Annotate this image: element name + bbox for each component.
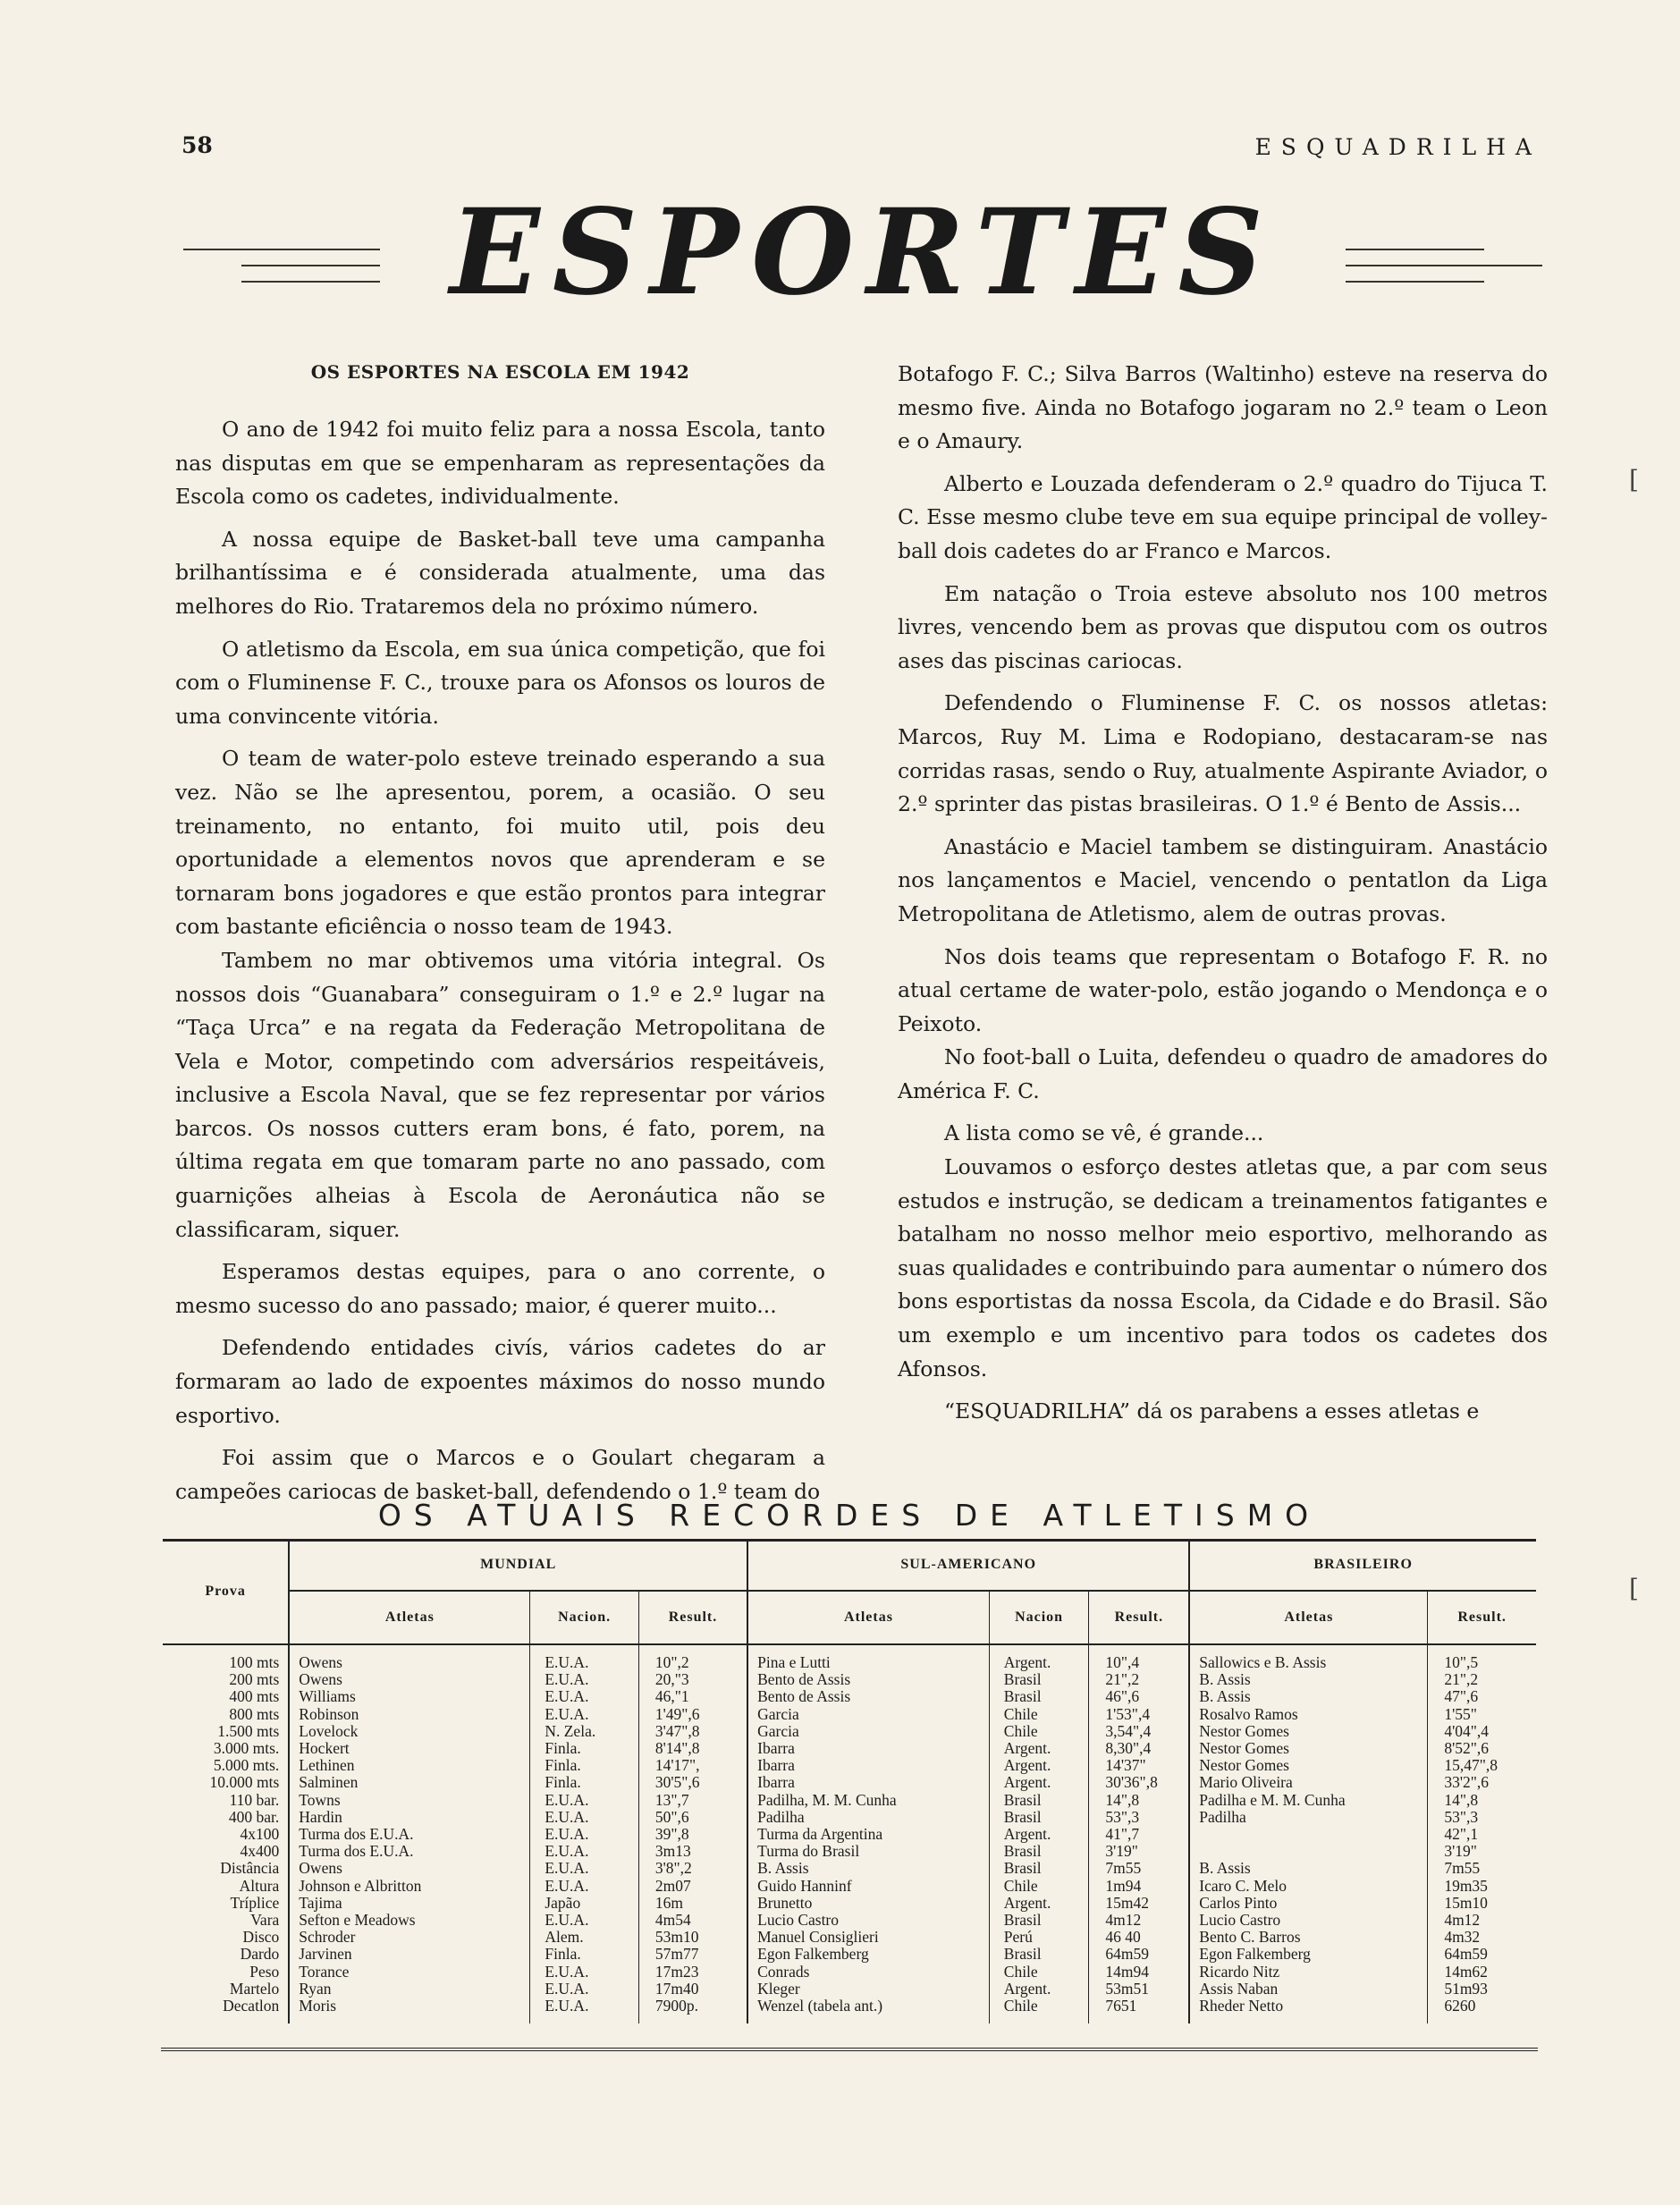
table-cell: E.U.A. (545, 1670, 589, 1689)
table-cell: Brasil (1003, 1945, 1042, 1964)
header-prova-label: Prova (205, 1584, 246, 1599)
table-cell: Kleger (757, 1979, 800, 1998)
table-cell: Padilha (1199, 1807, 1246, 1826)
table-cell: Finla. (545, 1756, 581, 1775)
table-cell: Williams (299, 1687, 356, 1706)
table-cell: 10",4 (1105, 1653, 1140, 1671)
header-nacion: Nacion (989, 1591, 1089, 1644)
table-cell: 10.000 mts (209, 1773, 280, 1792)
article-column-left (175, 358, 825, 1508)
table-cell: Lucio Castro (757, 1911, 840, 1930)
table-cell: Padilha e M. M. Cunha (1199, 1790, 1346, 1809)
paragraph: O team de water-polo esteve treinado esperando a sua vez. Não se lhe apresentou, porem, a ocasião. O seu treinamento, no entanto, foi muito util, pois deu oportunidade a elementos novos que aprenderam e se tornaram bons jogadores e que estão prontos para integrar com bastante eficiência o nosso team de 1943. (175, 746, 825, 940)
table-cell: 53m10 (654, 1928, 699, 1947)
table-cell: Turma dos E.U.A. (299, 1825, 414, 1844)
table-cell: 3'19" (1444, 1842, 1477, 1861)
decorative-rule-left (241, 265, 380, 266)
table-cell: E.U.A. (545, 1790, 589, 1809)
table-cell: 39",8 (654, 1825, 689, 1844)
table-cell: Argent. (1003, 1825, 1051, 1844)
paragraph: Anastácio e Maciel tambem se distinguiram. Anastácio nos lançamentos e Maciel, vencendo o pentatlon da Liga Metropolitana de Atletismo, alem de outras provas. (898, 833, 1548, 926)
table-bottom-rule (161, 2048, 1538, 2051)
table-cell: Lovelock (299, 1721, 359, 1740)
table-cell: 30'5",6 (654, 1773, 700, 1792)
table-cell: E.U.A. (545, 1859, 589, 1878)
paragraph: No foot-ball o Luita, defendeu o quadro de amadores do América F. C. (898, 1044, 1548, 1103)
table-cell: E.U.A. (545, 1825, 589, 1844)
table-cell: Chile (1003, 1997, 1038, 2015)
records-table (163, 1540, 1536, 2023)
paragraph: Louvamos o esforço destes atletas que, a par com seus estudos e instrução, se dedicam a treinamentos fatigantes e batalham no nosso melhor meio esportivo, melhorando as suas qualidades e contribuindo para aumentar o número dos bons esportistas da nossa Escola, da Cidade e do Brasil. São um exemplo e um incentivo para todos os cadetes dos Afonsos. (898, 1154, 1548, 1381)
table-cell: 100 mts (229, 1653, 280, 1671)
table-cell: Finla. (545, 1773, 581, 1792)
table-cell: 15,47",8 (1444, 1756, 1498, 1775)
table-cell: B. Assis (1199, 1859, 1251, 1878)
table-cell: Padilha (757, 1807, 805, 1826)
decorative-rule-right (1346, 265, 1542, 266)
table-cell: 1'49",6 (654, 1704, 700, 1723)
table-cell: 19m35 (1444, 1876, 1488, 1895)
header-brasileiro: BRASILEIRO (1189, 1540, 1536, 1591)
table-cell: 3'47",8 (654, 1721, 700, 1740)
table-cell: 3'19" (1105, 1842, 1138, 1861)
table-cell: Robinson (299, 1704, 359, 1723)
table-cell: 10",5 (1444, 1653, 1479, 1671)
page-number: 58 (182, 132, 213, 158)
header-atletas: Atletas (747, 1591, 989, 1644)
article-column-right (898, 358, 1548, 1429)
running-head: ESQUADRILHA (1254, 134, 1541, 160)
table-cell: Finla. (545, 1945, 581, 1964)
table-cell: Argent. (1003, 1773, 1051, 1792)
table-cell: Rheder Netto (1199, 1997, 1284, 2015)
table-cell: Tajima (299, 1893, 342, 1912)
table-cell: 14",8 (1444, 1790, 1479, 1809)
table-cell: 4x100 (240, 1825, 280, 1844)
table-cell: 5.000 mts. (213, 1756, 280, 1775)
table-cell: Altura (239, 1876, 280, 1895)
table-cell: Bento de Assis (757, 1670, 851, 1689)
page-edge-mark: [ (1629, 1574, 1639, 1603)
table-cell: 20,"3 (654, 1670, 689, 1689)
table-cell: B. Assis (757, 1859, 809, 1878)
table-cell: 110 bar. (229, 1790, 280, 1809)
table-cell: Lucio Castro (1199, 1911, 1281, 1930)
table-cell: 42",1 (1444, 1825, 1479, 1844)
table-cell: Brasil (1003, 1687, 1042, 1706)
table-cell: Hockert (299, 1739, 350, 1758)
decorative-rule-right (1346, 249, 1484, 250)
table-cell: Vara (250, 1911, 280, 1930)
table-cell: Ibarra (757, 1739, 795, 1758)
table-cell: Chile (1003, 1704, 1038, 1723)
table-cell: Ibarra (757, 1773, 795, 1792)
paragraph: Alberto e Louzada defenderam o 2.º quadro do Tijuca T. C. Esse mesmo clube teve em sua equipe principal de volley-ball dois cadetes do ar Franco e Marcos. (898, 470, 1548, 563)
table-cell: Finla. (545, 1739, 581, 1758)
table-cell: Brunetto (757, 1893, 813, 1912)
table-cell: 3'8",2 (654, 1859, 692, 1878)
masthead (0, 183, 1680, 322)
table-cell: Brasil (1003, 1807, 1042, 1826)
table-cell: Rosalvo Ramos (1199, 1704, 1298, 1723)
page-edge-mark: [ (1629, 465, 1639, 494)
table-cell: Brasil (1003, 1842, 1042, 1861)
table-cell: E.U.A. (545, 1876, 589, 1895)
table-cell: Brasil (1003, 1911, 1042, 1930)
table-cell: 30'36",8 (1105, 1773, 1158, 1792)
table-cell: Icaro C. Melo (1199, 1876, 1287, 1895)
bra-result-list (1428, 1644, 1536, 2023)
table-cell: Padilha, M. M. Cunha (757, 1790, 897, 1809)
table-cell: Argent. (1003, 1893, 1051, 1912)
table-cell (1199, 1843, 1426, 1860)
table-cell: Assis Naban (1199, 1979, 1279, 1998)
table-cell: Bento C. Barros (1199, 1928, 1301, 1947)
table-cell: E.U.A. (545, 1911, 589, 1930)
table-cell: Argent. (1003, 1756, 1051, 1775)
table-cell: 7m55 (1444, 1859, 1481, 1878)
table-cell: Argent. (1003, 1653, 1051, 1671)
table-cell: 16m (654, 1893, 683, 1912)
table-cell: Decatlon (223, 1997, 280, 2015)
table-cell: 14m94 (1105, 1962, 1150, 1981)
paragraph: Botafogo F. C.; Silva Barros (Waltinho) esteve na reserva do mesmo five. Ainda no Botafogo jogaram no 2.º team o Leon e o Amaury. (898, 361, 1548, 454)
table-cell: 64m59 (1105, 1945, 1150, 1964)
table-cell: 14'37" (1105, 1756, 1146, 1775)
table-cell: 400 mts (229, 1687, 280, 1706)
table-cell: Ryan (299, 1979, 332, 1998)
table-cell: E.U.A. (545, 1704, 589, 1723)
table-cell: 46,"1 (654, 1687, 689, 1706)
paragraph: Tambem no mar obtivemos uma vitória integral. Os nossos dois “Guanabara” conseguiram o 1.º e 2.º lugar na “Taça Urca” e na regata da Federação Metropolitana de Vela e Motor, competindo com adversários respeitáveis, inclusive a Escola Naval, que se fez representar por vários barcos. Os nossos cutters eram bons, é fato, porem, na última regata em que tomaram parte no ano passado, com guarnições alheias à Escola de Aeronáutica não se classificaram, siquer. (175, 947, 825, 1242)
bra-atletas-list (1189, 1644, 1428, 2023)
table-cell: Egon Falkemberg (757, 1945, 869, 1964)
table-cell: Towns (299, 1790, 341, 1809)
sul-atletas-list (747, 1644, 989, 2023)
table-cell: Disco (242, 1928, 280, 1947)
table-cell: Hardin (299, 1807, 342, 1826)
table-cell: 1'55" (1444, 1704, 1477, 1723)
table-cell: 4m54 (654, 1911, 691, 1930)
table-cell: E.U.A. (545, 1962, 589, 1981)
paragraph: A lista como se vê, é grande... (944, 1120, 1264, 1146)
table-cell: 53",3 (1105, 1807, 1140, 1826)
table-cell: 14",8 (1105, 1790, 1140, 1809)
table-cell: Brasil (1003, 1670, 1042, 1689)
table-cell: Wenzel (tabela ant.) (757, 1997, 883, 2015)
table-cell: 46",6 (1105, 1687, 1140, 1706)
table-cell: E.U.A. (545, 1687, 589, 1706)
mundial-result-list (638, 1644, 747, 2023)
article-heading: OS ESPORTES NA ESCOLA EM 1942 (310, 361, 690, 383)
paragraph: Em natação o Troia esteve absoluto nos 100 metros livres, vencendo bem as provas que disputou com os outros ases das piscinas cariocas. (898, 580, 1548, 673)
table-cell: Martelo (229, 1979, 280, 1998)
paragraph: Defendendo entidades civís, vários cadetes do ar formaram ao lado de expoentes máximos do nosso mundo esportivo. (175, 1335, 825, 1428)
table-cell: 14'17", (654, 1756, 700, 1775)
table-cell: Japão (545, 1893, 581, 1912)
header-atletas: Atletas (289, 1591, 530, 1644)
header-nacion: Nacion. (530, 1591, 638, 1644)
table-cell: Egon Falkemberg (1199, 1945, 1311, 1964)
table-cell: 41",7 (1105, 1825, 1140, 1844)
table-cell: 53m51 (1105, 1979, 1150, 1998)
header-result: Result. (1089, 1591, 1189, 1644)
table-cell: Schroder (299, 1928, 356, 1947)
paragraph: “ESQUADRILHA” dá os parabens a esses atletas e (944, 1398, 1480, 1424)
header-atletas: Atletas (1189, 1591, 1428, 1644)
table-cell: Nestor Gomes (1199, 1756, 1289, 1775)
table-cell: E.U.A. (545, 1807, 589, 1826)
table-cell: Tríplice (230, 1893, 280, 1912)
table-cell: 13",7 (654, 1790, 689, 1809)
table-cell: 7651 (1105, 1997, 1137, 2015)
table-cell: Distância (220, 1859, 280, 1878)
table-cell: 17m23 (654, 1962, 699, 1981)
table-cell: 6260 (1444, 1997, 1476, 2015)
table-cell: Sefton e Meadows (299, 1911, 416, 1930)
paragraph: Defendendo o Fluminense F. C. os nossos atletas: Marcos, Ruy M. Lima e Rodopiano, destacaram-se nas corridas rasas, sendo o Ruy, atualmente Aspirante Aviador, o 2.º sprinter das pistas brasileiras. O 1.º é Bento de Assis... (898, 690, 1548, 817)
table-cell: 57m77 (654, 1945, 699, 1964)
sul-nacion-list (989, 1644, 1089, 2023)
table-cell: 4m12 (1105, 1911, 1142, 1930)
table-cell: 8,30",4 (1105, 1739, 1152, 1758)
table-cell: Torance (299, 1962, 350, 1981)
table-cell: 7900p. (654, 1997, 698, 2015)
table-cell: Chile (1003, 1962, 1038, 1981)
table-cell: Ricardo Nitz (1199, 1962, 1280, 1981)
table-cell: Peso (249, 1962, 280, 1981)
sul-result-list (1089, 1644, 1189, 2023)
table-cell: Turma do Brasil (757, 1842, 860, 1861)
table-cell: Pina e Lutti (757, 1653, 831, 1671)
table-cell: 7m55 (1105, 1859, 1142, 1878)
table-cell: Mario Oliveira (1199, 1773, 1293, 1792)
table-cell: 3,54",4 (1105, 1721, 1152, 1740)
table-cell: E.U.A. (545, 1979, 589, 1998)
table-cell: Owens (299, 1670, 342, 1689)
table-cell: 8'52",6 (1444, 1739, 1489, 1758)
table-cell: 53",3 (1444, 1807, 1479, 1826)
table-cell: Owens (299, 1653, 342, 1671)
table-cell: N. Zela. (545, 1721, 596, 1740)
table-cell: 17m40 (654, 1979, 699, 1998)
table-cell: 15m42 (1105, 1893, 1150, 1912)
table-cell: 51m93 (1444, 1979, 1488, 1998)
table-cell: B. Assis (1199, 1687, 1251, 1706)
table-cell: 400 bar. (228, 1807, 280, 1826)
paragraph: O ano de 1942 foi muito feliz para a nossa Escola, tanto nas disputas em que se empenharam as representações da Escola como os cadetes, individualmente. (175, 417, 825, 510)
table-cell: Turma dos E.U.A. (299, 1842, 414, 1861)
table-cell: Guido Hanninf (757, 1876, 852, 1895)
table-cell: Nestor Gomes (1199, 1739, 1289, 1758)
table-cell: 10",2 (654, 1653, 689, 1671)
table-cell: 1.500 mts (217, 1721, 280, 1740)
table-cell: 4m32 (1444, 1928, 1481, 1947)
table-cell: Brasil (1003, 1859, 1042, 1878)
table-cell: Moris (299, 1997, 337, 2015)
table-cell: Alem. (545, 1928, 584, 1947)
table-cell: Ibarra (757, 1756, 795, 1775)
table-cell: Argent. (1003, 1979, 1051, 1998)
table-cell: Carlos Pinto (1199, 1893, 1278, 1912)
table-cell: 2m07 (654, 1876, 691, 1895)
table-cell: Garcia (757, 1721, 799, 1740)
table-cell: E.U.A. (545, 1842, 589, 1861)
table-cell: 4m12 (1444, 1911, 1481, 1930)
table-cell: 33'2",6 (1444, 1773, 1489, 1792)
paragraph: A nossa equipe de Basket-ball teve uma campanha brilhantíssima e é considerada atualmente, uma das melhores do Rio. Trataremos dela no próximo número. (175, 526, 825, 619)
table-cell: Chile (1003, 1721, 1038, 1740)
header-sul-americano: SUL-AMERICANO (747, 1540, 1189, 1591)
table-cell: 1'53",4 (1105, 1704, 1151, 1723)
table-cell: 3.000 mts. (213, 1739, 280, 1758)
table-cell: 50",6 (654, 1807, 689, 1826)
table-cell (1199, 1826, 1426, 1843)
table-cell: 21",2 (1105, 1670, 1140, 1689)
table-cell: 800 mts (229, 1704, 280, 1723)
paragraph: O atletismo da Escola, em sua única competição, que foi com o Fluminense F. C., trouxe para os Afonsos os louros de uma convincente vitória. (175, 636, 825, 729)
table-cell: 200 mts (229, 1670, 280, 1689)
table-cell: E.U.A. (545, 1997, 589, 2015)
header-result: Result. (1428, 1591, 1536, 1644)
table-cell: 8'14",8 (654, 1739, 700, 1758)
table-cell: Sallowics e B. Assis (1199, 1653, 1327, 1671)
table-cell: Lethinen (299, 1756, 355, 1775)
table-cell: Owens (299, 1859, 342, 1878)
mundial-atletas-list (289, 1644, 530, 2023)
table-cell: Dardo (240, 1945, 280, 1964)
table-cell: Perú (1003, 1928, 1033, 1947)
prova-list (163, 1644, 289, 2023)
table-cell: Chile (1003, 1876, 1038, 1895)
table-cell: 46 40 (1105, 1928, 1141, 1947)
table-cell: Garcia (757, 1704, 799, 1723)
header-prova (163, 1540, 289, 1644)
table-cell: 14m62 (1444, 1962, 1488, 1981)
header-result: Result. (638, 1591, 747, 1644)
table-cell: Conrads (757, 1962, 810, 1981)
records-title: OS ATUAIS RECORDES DE ATLETISMO (377, 1498, 1321, 1533)
section-title: ESPORTES (450, 183, 1276, 322)
table-cell: Salminen (299, 1773, 359, 1792)
decorative-rule-left (183, 249, 380, 250)
table-cell: 4'04",4 (1444, 1721, 1489, 1740)
table-cell: Turma da Argentina (757, 1825, 883, 1844)
table-cell: Brasil (1003, 1790, 1042, 1809)
decorative-rule-left (241, 281, 380, 283)
table-cell: Nestor Gomes (1199, 1721, 1289, 1740)
paragraph: Foi assim que o Marcos e o Goulart chegaram a campeões cariocas de basket-ball, defendendo o 1.º team do (175, 1445, 825, 1504)
table-cell: 4x400 (240, 1842, 280, 1861)
mundial-nacion-list (530, 1644, 638, 2023)
table-cell: 15m10 (1444, 1893, 1488, 1912)
table-cell: 64m59 (1444, 1945, 1488, 1964)
table-cell: 21",2 (1444, 1670, 1479, 1689)
table-cell: Bento de Assis (757, 1687, 851, 1706)
table-cell: E.U.A. (545, 1653, 589, 1671)
table-cell: 3m13 (654, 1842, 691, 1861)
paragraph: Nos dois teams que representam o Botafogo F. R. no atual certame de water-polo, estão jogando o Mendonça e o Peixoto. (898, 943, 1548, 1036)
paragraph: Esperamos destas equipes, para o ano corrente, o mesmo sucesso do ano passado; maior, é querer muito... (175, 1259, 825, 1318)
table-cell: B. Assis (1199, 1670, 1251, 1689)
table-cell: Johnson e Albritton (299, 1876, 422, 1895)
decorative-rule-right (1346, 281, 1484, 283)
table-cell: 47",6 (1444, 1687, 1479, 1706)
table-cell: Manuel Consiglieri (757, 1928, 879, 1947)
table-cell: Jarvinen (299, 1945, 352, 1964)
table-cell: 1m94 (1105, 1876, 1142, 1895)
header-mundial: MUNDIAL (289, 1540, 747, 1591)
table-cell: Argent. (1003, 1739, 1051, 1758)
